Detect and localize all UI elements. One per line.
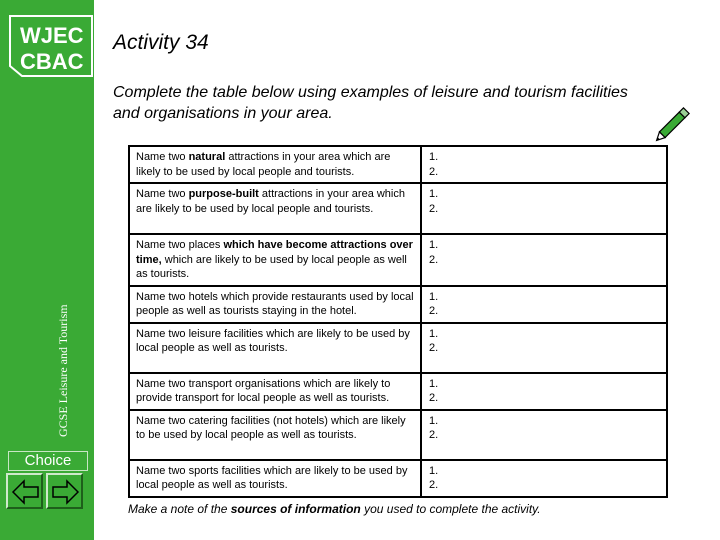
footer-bold: sources of information: [230, 502, 361, 516]
table-row: [129, 146, 667, 183]
forward-button[interactable]: [46, 473, 83, 509]
footer-post: you used to complete the activity.: [360, 502, 541, 516]
question-cell: [129, 410, 421, 460]
table-row: [129, 234, 667, 286]
pencil-icon: [655, 102, 695, 142]
logo-line-1: WJEC: [20, 23, 84, 48]
question-emphasis: which have become attractions over time,: [136, 239, 413, 266]
answer-line: 2.: [429, 165, 439, 178]
question-cell: [129, 323, 421, 373]
answer-line: 2.: [429, 342, 439, 354]
arrow-right-icon: [51, 478, 80, 506]
table-row: [129, 373, 667, 410]
question-emphasis: purpose-built: [188, 188, 259, 200]
answer-line: 2.: [429, 429, 439, 441]
answer-cell[interactable]: [421, 183, 667, 234]
question-text: Name two sports facilities which are likely to be used by local people as well as tourists.: [136, 464, 408, 491]
logo-line-2: CBAC: [20, 49, 84, 74]
table-row: [129, 323, 667, 373]
table-row: [129, 410, 667, 460]
choice-label: Choice: [8, 451, 88, 471]
question-text-end: attractions in your area which are likely to be used by local people and tourists.: [136, 188, 405, 215]
answer-cell[interactable]: [421, 323, 667, 373]
answer-line: 1.: [429, 414, 439, 427]
answer-cell[interactable]: [421, 460, 667, 497]
answer-line: 2.: [429, 392, 439, 404]
question-text-end: attractions in your area which are likely to be used by local people and tourists.: [136, 151, 391, 178]
answer-line: 1.: [429, 239, 439, 251]
answer-line: 1.: [429, 377, 439, 390]
arrow-left-icon: [11, 478, 40, 506]
answer-cell[interactable]: [421, 410, 667, 460]
instructions: Complete the table below using examples of leisure and tourism facilities and organisations in your area.: [113, 84, 628, 122]
footer-pre: Make a note of the: [128, 502, 231, 516]
question-emphasis: natural: [188, 151, 226, 163]
answer-cell[interactable]: [421, 373, 667, 410]
course-title-vertical: GCSE Leisure and Tourism: [56, 304, 70, 437]
question-cell: [129, 286, 421, 323]
answer-cell[interactable]: [421, 146, 667, 183]
answer-cell[interactable]: [421, 286, 667, 323]
table-row: [129, 460, 667, 497]
question-cell: [129, 460, 421, 497]
question-cell: [129, 234, 421, 286]
footer-note: [128, 502, 541, 516]
answer-line: 2.: [429, 202, 439, 215]
back-button[interactable]: [6, 473, 43, 509]
wjec-logo: [8, 14, 94, 78]
question-cell: [129, 183, 421, 234]
table-row: [129, 286, 667, 323]
question-text-end: which are likely to be used by local people as well as tourists.: [136, 253, 407, 280]
question-text: Name two transport organisations which are likely to provide transport for local people as well as tourists.: [136, 377, 391, 404]
answer-cell[interactable]: [421, 234, 667, 286]
question-text: Name two catering facilities (not hotels) which are likely to be used by local people as well as tourists.: [136, 414, 406, 441]
question-cell: [129, 146, 421, 183]
question-text: Name two: [136, 151, 189, 163]
activity-table: [128, 145, 668, 498]
answer-line: 1.: [429, 464, 439, 477]
question-text: Name two leisure facilities which are likely to be used by local people as well as tourists.: [136, 327, 410, 354]
question-text: Name two places: [136, 239, 224, 251]
answer-line: 1.: [429, 188, 439, 200]
sidebar: [0, 0, 94, 540]
page-title: Activity 34: [113, 31, 209, 54]
answer-line: 1.: [429, 327, 439, 340]
answer-line: 1.: [429, 151, 439, 163]
question-text: Name two: [136, 188, 189, 200]
answer-line: 2.: [429, 253, 439, 266]
table-row: [129, 183, 667, 234]
answer-line: 2.: [429, 305, 439, 317]
question-text: Name two hotels which provide restaurants used by local people as well as tourists staying in the hotel.: [136, 290, 414, 317]
answer-line: 1.: [429, 290, 439, 303]
question-cell: [129, 373, 421, 410]
answer-line: 2.: [429, 479, 439, 491]
